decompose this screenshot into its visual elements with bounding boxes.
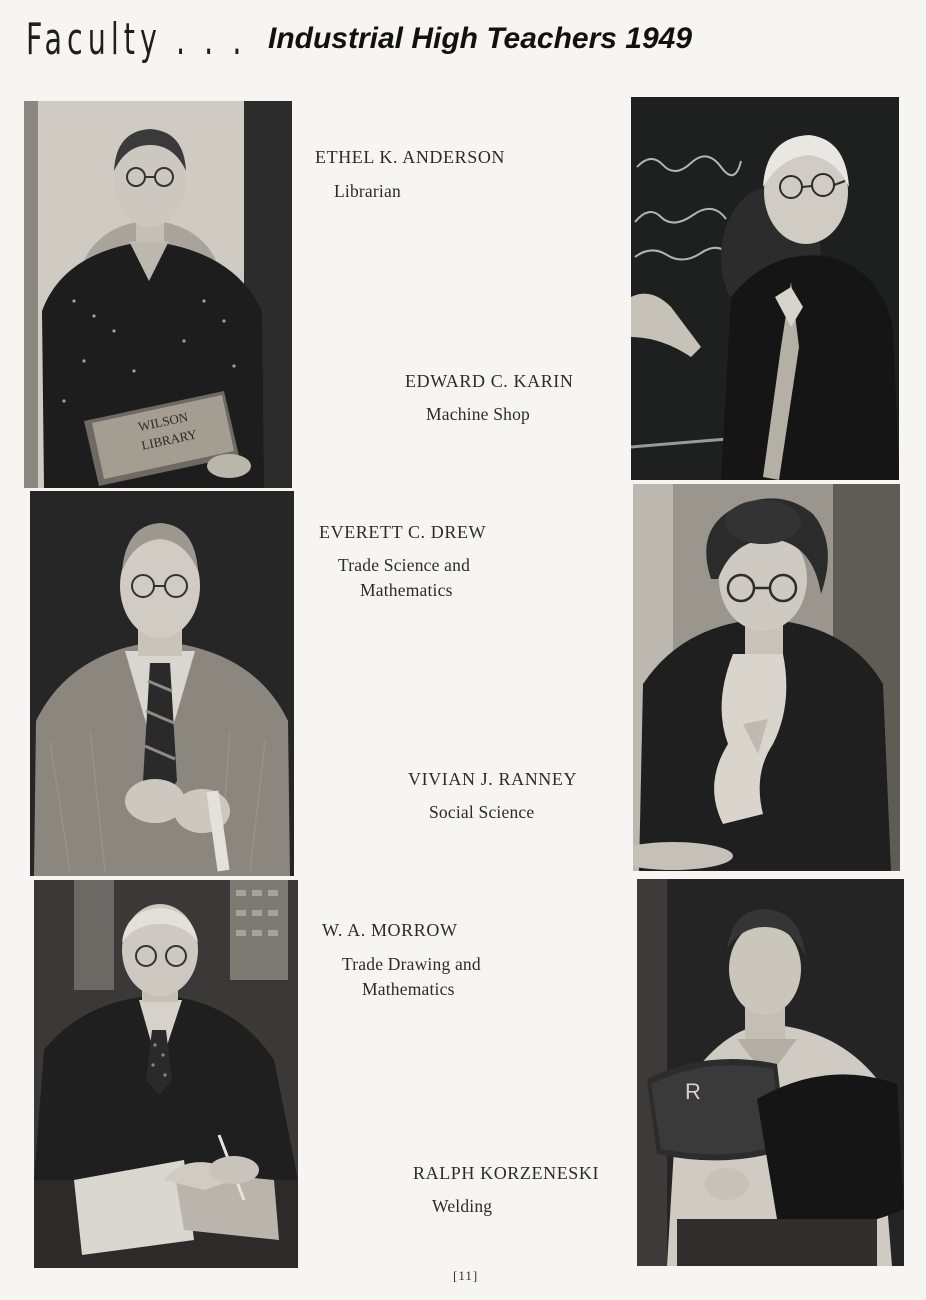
page-number: [11]: [453, 1268, 479, 1283]
faculty-heading: Faculty . . .: [26, 14, 247, 65]
teacher-name: RALPH KORZENESKI: [413, 1163, 600, 1183]
teacher-subject: Welding: [432, 1196, 493, 1216]
teacher-subject: Trade Science and: [338, 555, 471, 575]
photo-vivian-ranney: [633, 484, 900, 871]
teacher-subject: Mathematics: [360, 580, 453, 600]
photo-edward-karin: [631, 97, 899, 480]
photo-wa-morrow: [34, 880, 298, 1268]
photo-ethel-anderson: [24, 101, 292, 488]
teacher-name: ETHEL K. ANDERSON: [315, 147, 506, 167]
teacher-subject: Librarian: [334, 181, 401, 201]
book-subtitle-text: LIBRARY: [139, 426, 199, 453]
teacher-subject: Mathematics: [362, 979, 455, 999]
page-title: Industrial High Teachers 1949: [268, 22, 693, 55]
photo-ralph-korzeneski: [637, 879, 904, 1266]
teacher-subject: Machine Shop: [426, 404, 530, 424]
teacher-subject: Trade Drawing and: [342, 954, 481, 974]
teacher-name: EDWARD C. KARIN: [405, 371, 574, 391]
helmet-letter: R: [685, 1079, 701, 1104]
photo-everett-drew: [30, 491, 294, 876]
teacher-name: EVERETT C. DREW: [319, 522, 487, 542]
teacher-name: VIVIAN J. RANNEY: [408, 769, 578, 789]
teacher-subject: Social Science: [429, 802, 535, 822]
book-title-text: WILSON: [136, 409, 190, 435]
teacher-name: W. A. MORROW: [322, 920, 458, 940]
